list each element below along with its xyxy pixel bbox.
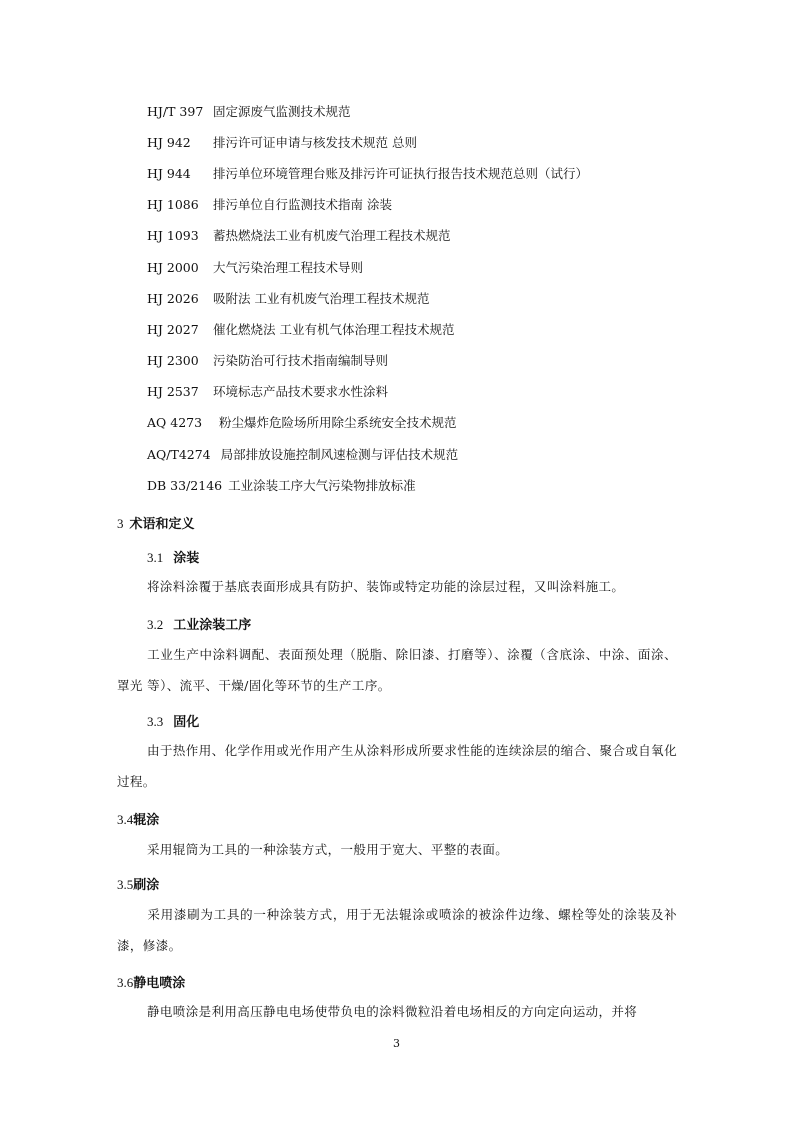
reference-title: 大气污染治理工程技术导则 (213, 260, 364, 275)
term-definition-text: 工业生产中涂料调配、表面预处理（脱脂、除旧漆、打磨等）、涂覆（含底涂、中涂、面涂、罩光 等）、流平、干燥/固化等环节的生产工序。 (117, 647, 677, 693)
reference-code: DB 33/2146 (147, 478, 223, 493)
reference-item (147, 291, 429, 307)
reference-item (147, 322, 454, 338)
term-definition (117, 735, 677, 797)
term-definition-text: 静电喷涂是利用高压静电电场使带负电的涂料微粒沿着电场相反的方向定向运动，并将 (147, 1004, 638, 1019)
reference-code: HJ 2000 (147, 260, 199, 275)
reference-item (147, 197, 392, 213)
reference-item (147, 415, 457, 431)
term-heading (147, 614, 251, 633)
reference-code: HJ 2537 (147, 384, 199, 399)
page-number: 3 (393, 1037, 400, 1050)
term-definition-text: 采用漆刷为工具的一种涂装方式，用于无法辊涂或喷涂的被涂件边缘、螺栓等处的涂装及补漆，修漆。 (117, 907, 677, 953)
reference-title: 蓄热燃烧法工业有机废气治理工程技术规范 (213, 228, 451, 243)
reference-item (147, 166, 588, 182)
reference-item (147, 135, 417, 151)
reference-title: 工业涂装工序大气污染物排放标准 (228, 478, 416, 493)
reference-title: 催化燃烧法 工业有机气体治理工程技术规范 (213, 322, 455, 337)
reference-title: 粉尘爆炸危险场所用除尘系统安全技术规范 (219, 415, 457, 430)
reference-item (147, 353, 388, 369)
term-definition (117, 639, 677, 701)
term-title: 工业涂装工序 (173, 618, 252, 633)
term-title: 刷涂 (133, 878, 160, 893)
reference-code: HJ 2027 (147, 322, 199, 337)
reference-code: HJ/T 397 (147, 104, 204, 119)
section-title: 术语和定义 (129, 517, 195, 532)
reference-title: 固定源废气监测技术规范 (213, 104, 351, 119)
reference-title: 排污许可证申请与核发技术规范 总则 (213, 135, 417, 150)
reference-item (147, 228, 451, 244)
reference-item (147, 478, 416, 494)
term-heading (117, 809, 159, 828)
reference-code: HJ 1093 (147, 228, 199, 243)
reference-code: HJ 2026 (147, 291, 199, 306)
reference-code: HJ 942 (147, 135, 191, 150)
reference-title: 局部排放设施控制风速检测与评估技术规范 (220, 447, 459, 462)
term-definition-text: 将涂料涂覆于基底表面形成具有防护、装饰或特定功能的涂层过程，又叫涂料施工。 (147, 579, 625, 594)
reference-code: HJ 944 (147, 166, 191, 181)
section-number: 3 (117, 516, 124, 531)
term-number: 3.6 (117, 975, 134, 990)
term-definition (117, 996, 677, 1027)
reference-title: 污染防治可行技术指南编制导则 (213, 353, 389, 368)
reference-code: AQ/T4274 (147, 447, 211, 462)
term-heading (147, 547, 199, 566)
term-heading (117, 874, 159, 893)
term-number: 3.1 (147, 550, 164, 565)
term-definition (117, 834, 677, 865)
term-number: 3.3 (147, 714, 164, 729)
term-title: 静电喷涂 (133, 976, 186, 991)
term-definition-text: 由于热作用、化学作用或光作用产生从涂料形成所要求性能的连续涂层的缩合、聚合或自氧化过程。 (117, 743, 677, 789)
reference-item (147, 260, 363, 276)
section-heading (117, 513, 195, 532)
term-number: 3.4 (117, 812, 134, 827)
reference-item (147, 384, 388, 400)
term-definition (117, 899, 677, 961)
reference-title: 排污单位自行监测技术指南 涂装 (213, 197, 392, 212)
reference-title: 吸附法 工业有机废气治理工程技术规范 (213, 291, 430, 306)
term-definition (117, 571, 677, 602)
term-number: 3.2 (147, 617, 164, 632)
term-title: 辊涂 (133, 813, 160, 828)
term-title: 涂装 (173, 551, 200, 566)
term-title: 固化 (173, 715, 200, 730)
reference-item (147, 447, 458, 463)
term-number: 3.5 (117, 877, 134, 892)
term-heading (147, 711, 199, 730)
reference-title: 环境标志产品技术要求水性涂料 (213, 384, 389, 399)
reference-code: HJ 1086 (147, 197, 199, 212)
reference-code: AQ 4273 (147, 415, 203, 430)
term-heading (117, 972, 185, 991)
reference-title: 排污单位环境管理台账及排污许可证执行报告技术规范总则（试行） (213, 166, 589, 181)
reference-code: HJ 2300 (147, 353, 199, 368)
term-definition-text: 采用辊筒为工具的一种涂装方式，一般用于宽大、平整的表面。 (147, 842, 509, 857)
reference-item (147, 104, 351, 120)
